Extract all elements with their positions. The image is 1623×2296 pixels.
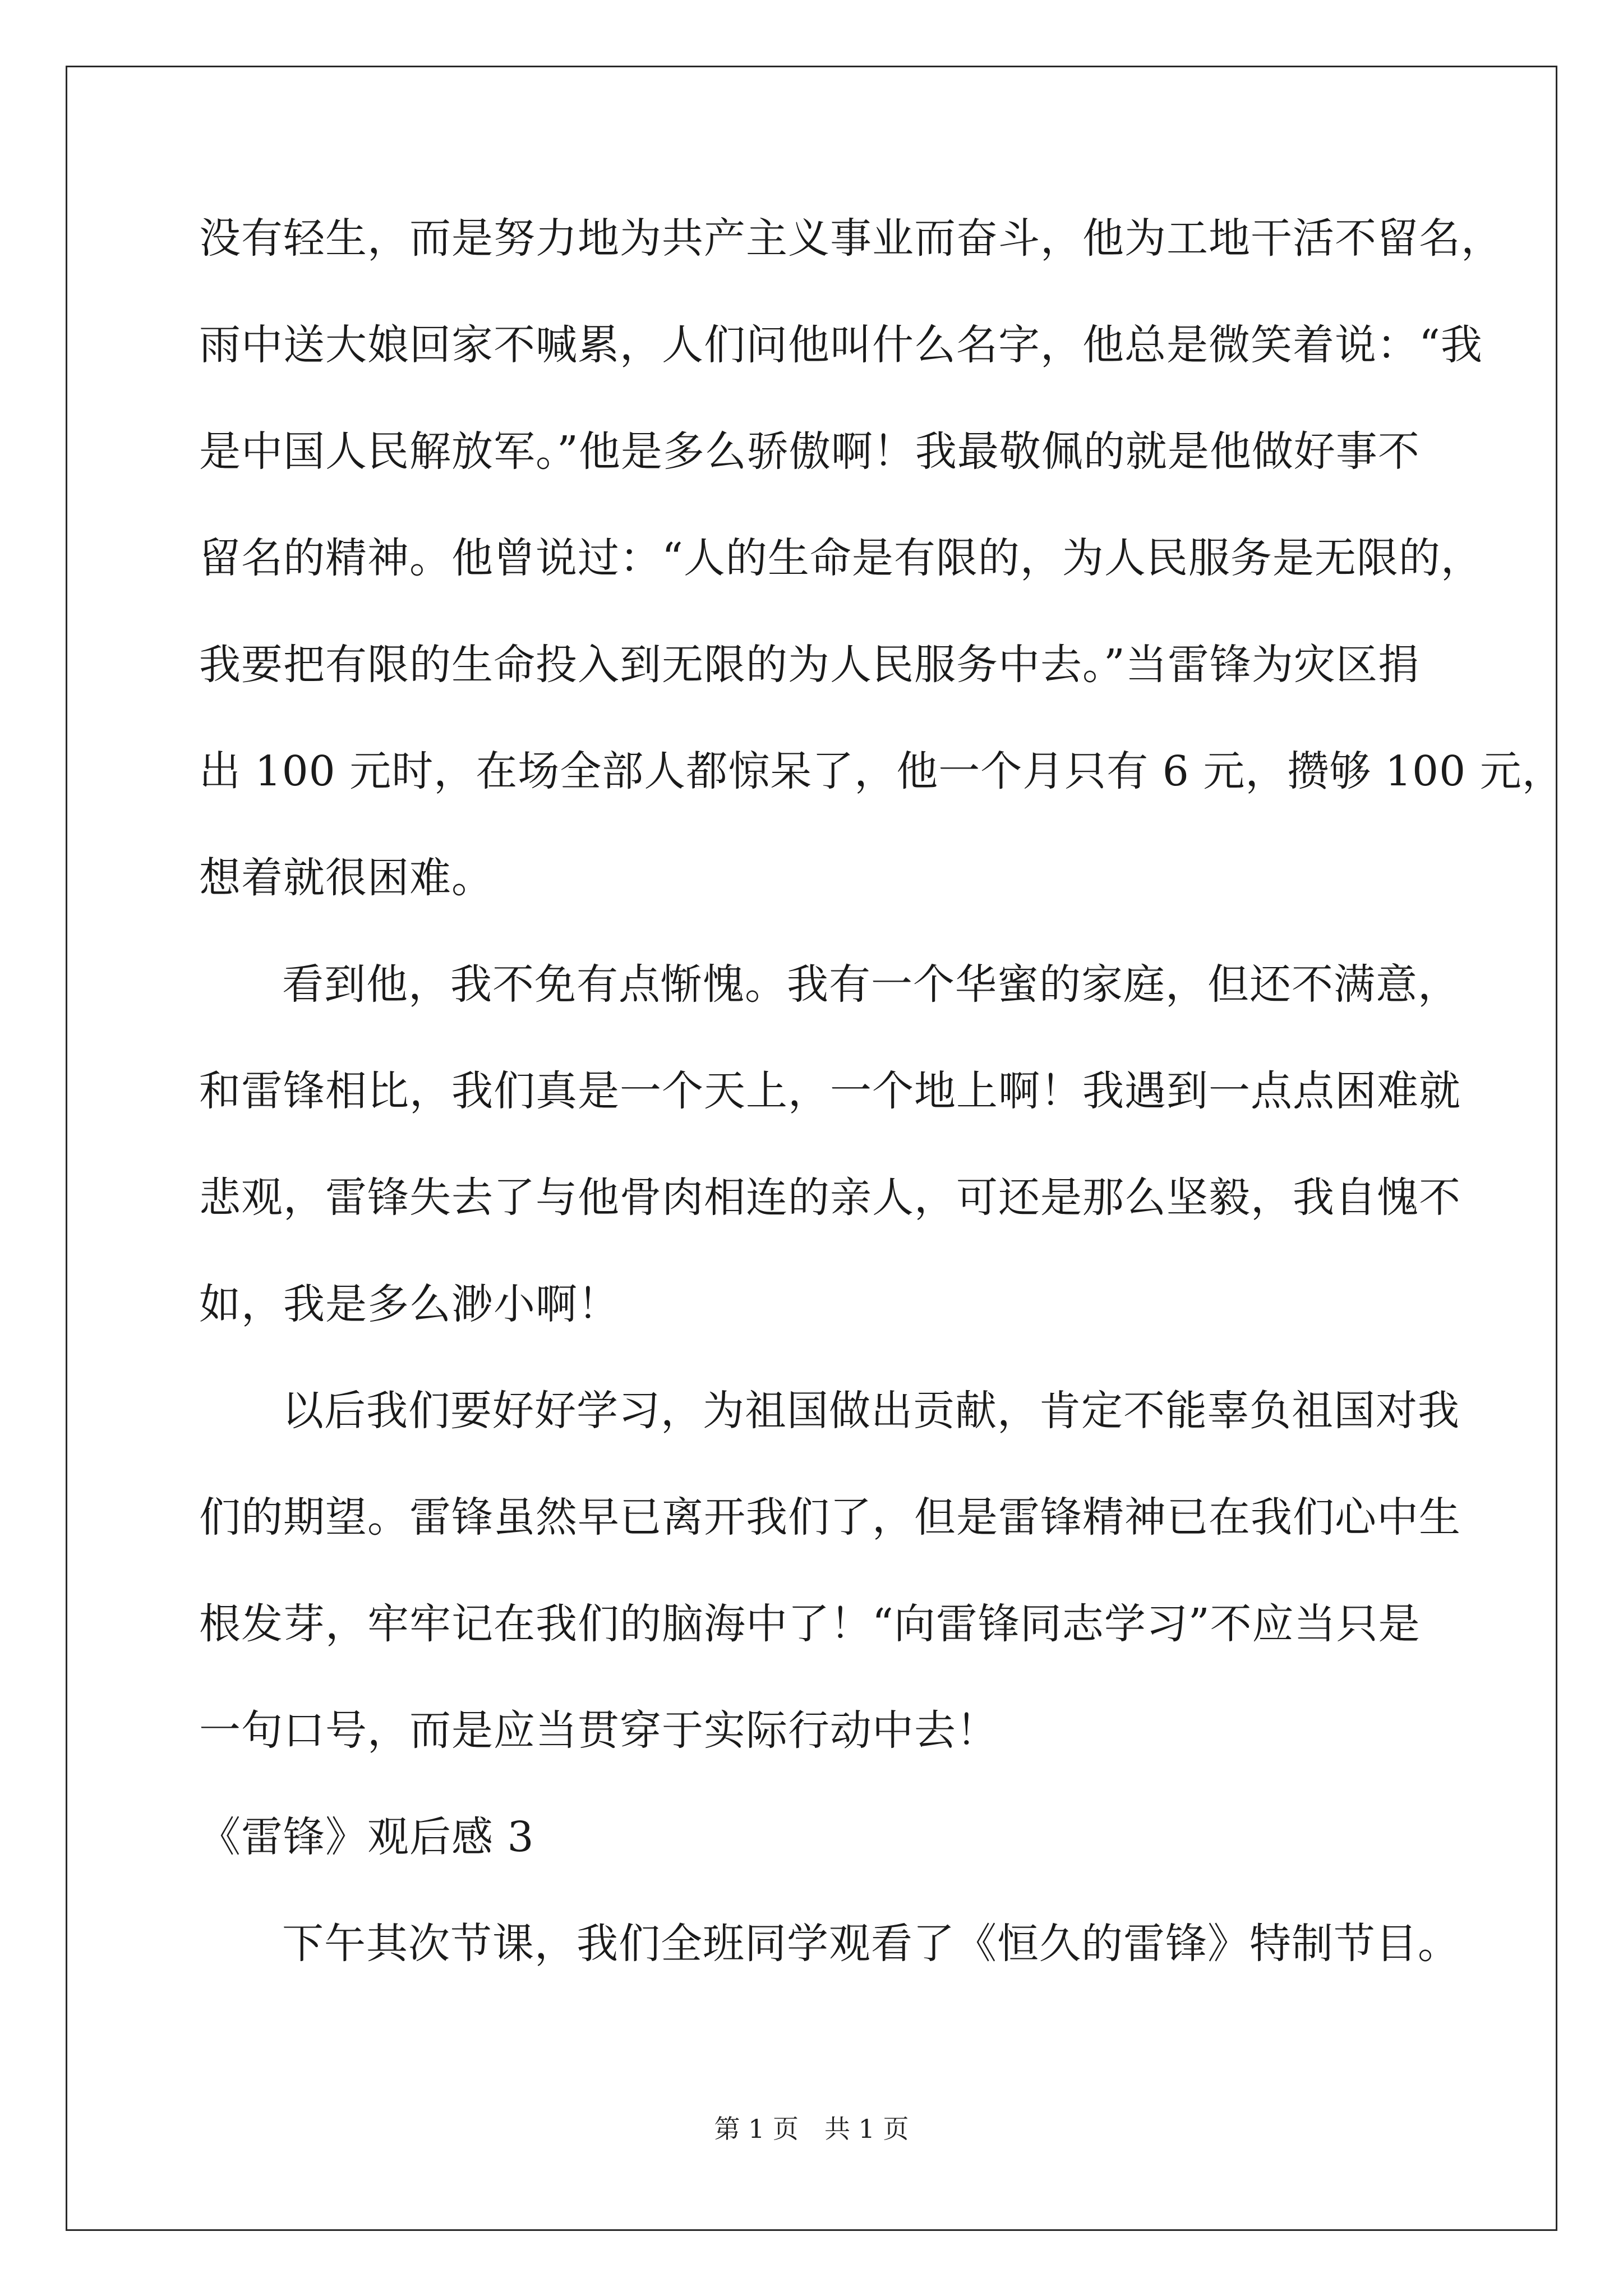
- section-heading: 《雷锋》观后感 3: [199, 1813, 534, 1861]
- paragraph-start-line: 看到他，我不免有点惭愧。我有一个华蜜的家庭，但还不满意，: [282, 960, 1460, 1009]
- paragraph-start-line: 下午其次节课，我们全班同学观看了《恒久的雷锋》特制节目。: [282, 1920, 1460, 1968]
- text-line: 留名的精神。他曾说过：“人的生命是有限的，为人民服务是无限的，: [199, 534, 1483, 582]
- text-line: 我要把有限的生命投入到无限的为人民服务中去。”当雷锋为灾区捐: [199, 641, 1420, 689]
- page-footer: 第 1 页 共 1 页: [714, 2114, 909, 2144]
- text-line: 们的期望。雷锋虽然早已离开我们了，但是雷锋精神已在我们心中生: [199, 1493, 1461, 1542]
- text-line: 雨中送大娘回家不喊累，人们问他叫什么名字，他总是微笑着说：“我: [199, 321, 1483, 369]
- text-line: 是中国人民解放军。”他是多么骄傲啊！我最敬佩的就是他做好事不: [199, 427, 1420, 476]
- document-body: [199, 185, 1564, 1997]
- text-line: 根发芽，牢牢记在我们的脑海中了！“向雷锋同志学习”不应当只是: [199, 1600, 1421, 1648]
- text-line: 出 100 元时，在场全部人都惊呆了，他一个月只有 6 元，攒够 100 元，: [199, 747, 1564, 795]
- text-line: 没有轻生，而是努力地为共产主义事业而奋斗，他为工地干活不留名，: [199, 214, 1503, 263]
- text-line: 想着就很困难。: [199, 854, 494, 902]
- text-line: 一句口号，而是应当贯穿于实际行动中去！: [199, 1706, 998, 1755]
- text-line: 悲观，雷锋失去了与他骨肉相连的亲人，可还是那么坚毅，我自愧不: [199, 1174, 1461, 1222]
- paragraph-start-line: 以后我们要好好学习，为祖国做出贡献，肯定不能辜负祖国对我: [282, 1387, 1460, 1435]
- text-line: 如，我是多么渺小啊！: [199, 1280, 620, 1328]
- text-line: 和雷锋相比，我们真是一个天上，一个地上啊！我遇到一点点困难就: [199, 1067, 1461, 1115]
